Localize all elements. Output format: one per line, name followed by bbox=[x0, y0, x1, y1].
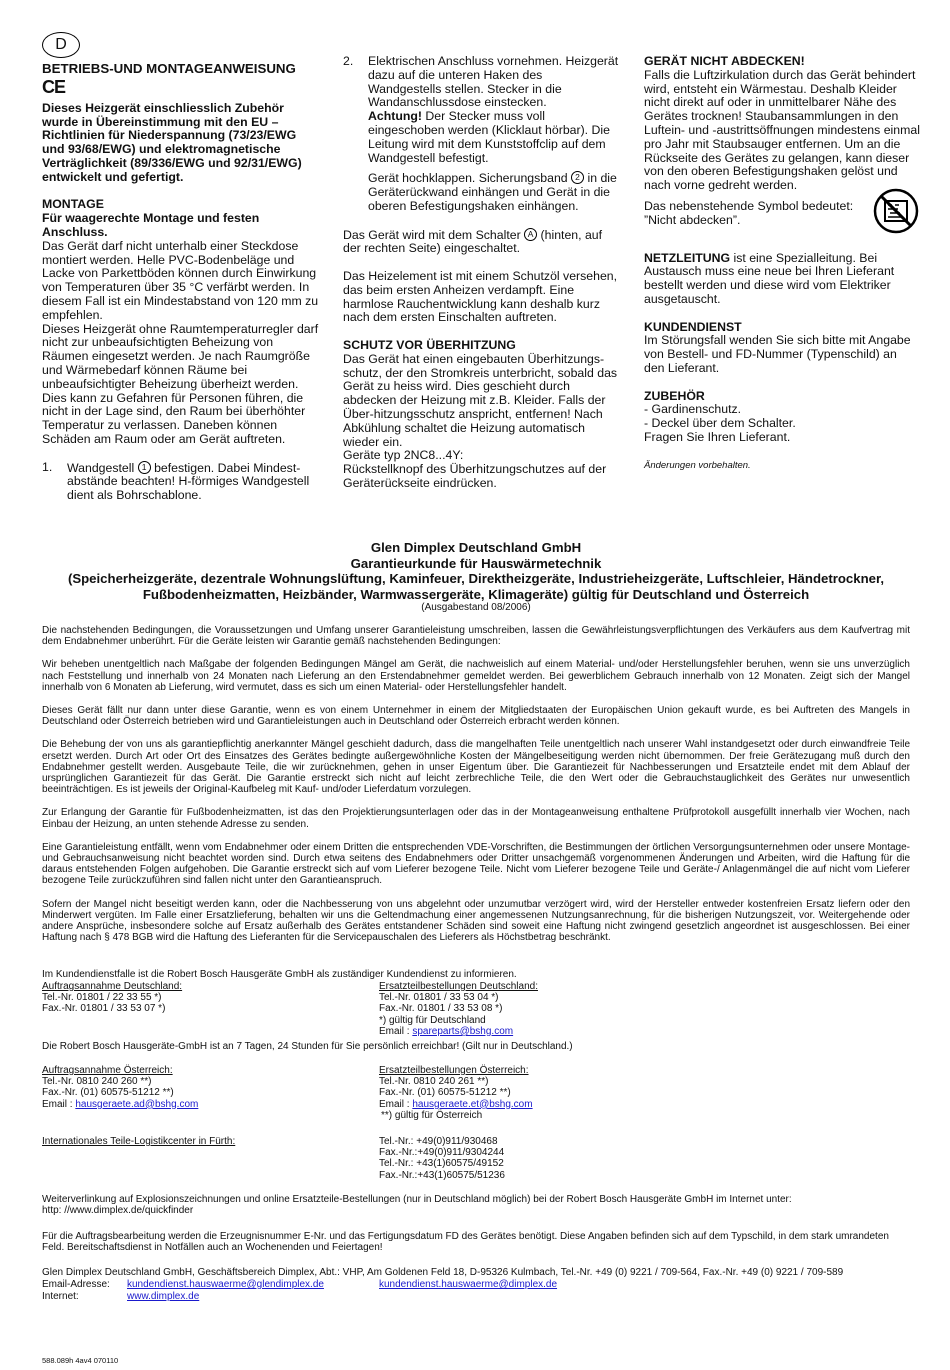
warranty-paragraph: Die Behebung der von uns als garantiepflichtig anerkannter Mängel geschieht dadurch, dass die mangelhaften Teile unentgeltlich nach unserer Wahl instandgesetzt oder durch einwandfreie Teile ersetzt werden. Durch Art oder Ort des Einsatzes des Gerätes bedingte außergewöhnliche Kosten der Mängelbeseitigung werden nicht übernommen. Der freie Gerätezugang muß durch den Endabnehmer gestellt werden. Ausgebaute Teile, die wir zurücknehmen, gehen in unser Eigentum über. Die Garantiezeit für Nachbesserungen und Ersatzteile endet mit dem Ablauf der ursprünglichen Garantiezeit für das Gerät. Die Garantie erstreckt sich nicht auf leicht zerbrechliche Teile, die den Wert oder die Gebrauchstauglichkeit des Gerätes nur unwesentlich beeinträchtigen. Es ist jeweils der Original-Kaufbeleg mit Kauf- und/oder Lieferdatum vorzulegen. bbox=[42, 739, 910, 796]
abdecken-heading: GERÄT NICHT ABDECKEN! bbox=[644, 54, 805, 68]
symbol-row bbox=[644, 200, 920, 238]
weblink-url[interactable]: http: //www.dimplex.de/quickfinder bbox=[42, 1205, 194, 1217]
de-order-block bbox=[42, 981, 362, 1015]
at-spare-heading: Ersatzteilbestellungen Österreich: bbox=[379, 1065, 529, 1076]
internet-row bbox=[42, 1291, 910, 1302]
contact-line: Tel.-Nr. 01801 / 33 53 04 *) bbox=[379, 992, 499, 1004]
de-order-heading: Auftragsannahme Deutschland: bbox=[42, 981, 183, 992]
montage-heading: MONTAGE bbox=[42, 197, 104, 212]
contact-line: Tel.-Nr.: +43(1)60575/49152 bbox=[379, 1158, 504, 1170]
circle-2-icon: 2 bbox=[571, 171, 584, 184]
contact-line: Fax.-Nr.:+43(1)60575/51236 bbox=[379, 1169, 505, 1181]
at-order-heading: Auftragsannahme Österreich: bbox=[42, 1065, 173, 1076]
contact-line: Fax.-Nr.:+49(0)911/9304244 bbox=[379, 1147, 505, 1159]
warranty-paragraph: Dieses Gerät fällt nur dann unter diese Garantie, wenn es von einem Unternehmer in einem der Mitgliedstaaten der Europäischen Union gekauft wurde, es bei Auftreten des Mangels in Deutschland oder Österreich betrieben wird und Garantieleistungen auch in Deutschland oder Österreich erbracht werden können. bbox=[42, 705, 910, 728]
netz-heading: NETZLEITUNG bbox=[644, 250, 731, 265]
at-note: **) gültig für Österreich bbox=[381, 1109, 483, 1121]
intl-block bbox=[379, 1136, 699, 1181]
email-label: Email : bbox=[42, 1098, 76, 1110]
language-badge: D bbox=[42, 32, 80, 58]
at-order-block bbox=[42, 1065, 362, 1110]
zubehoer-note: Fragen Sie Ihren Lieferant. bbox=[644, 429, 791, 444]
typ-label: Geräte typ 2NC8...4Y: bbox=[343, 448, 464, 463]
contact-line: Tel.-Nr. 01801 / 22 33 55 *) bbox=[42, 992, 162, 1004]
email-label: Email : bbox=[379, 1025, 413, 1037]
warranty-body bbox=[42, 625, 910, 955]
contact-line: *) gültig für Deutschland bbox=[379, 1014, 486, 1026]
auftrag-text: Für die Auftragsbearbeitung werden die Erzeugnisnummer E-Nr. und das Fertigungsdatum FD des Gerätes benötigt. Diese Angaben befinden sich auf dem Typschild, in dem stark umrandeten Feld. Bereitschaftsdienst in Notfällen auch an Wochenenden und Feiertagen! bbox=[42, 1231, 889, 1254]
circle-a-icon: A bbox=[524, 228, 537, 241]
at-order-email-link[interactable]: hausgeraete.ad@bshg.com bbox=[75, 1098, 199, 1110]
contact-line: Fax.-Nr. (01) 60575-51212 **) bbox=[42, 1087, 174, 1099]
column-2 bbox=[343, 55, 619, 491]
warranty-edition: (Ausgabestand 08/2006) bbox=[421, 602, 531, 613]
montage-text: Das Gerät darf nicht unterhalb einer Steckdose montiert werden. Helle PVC-Bodenbeläge und Lacke von Parkettböden können durch Einwirkung von Temperaturen über 35 °C verfärbt werden. In diesem Fall ist ein Mindestabstand von 120 mm zu empfehlen. bbox=[42, 238, 319, 322]
step-2 bbox=[343, 55, 619, 214]
step-1-number: 1. bbox=[42, 459, 53, 474]
abdecken-text: Falls die Luftzirkulation durch das Gerät behindert wird, entsteht ein Wärmestau. Deshalb Kleider nicht direkt auf oder in unmittelbarer Nähe des Gerätes trocknen! Staubansammlungen in den Luftein- und -austrittsöffnungen mindestens einmal pro Jahr mit Staubsauger entfernen. Um an die Rückseite des Gerätes zu gelangen, kann dieser von den oberen Befestigungshaken gelöst und nach vorne gedreht werden. bbox=[644, 67, 920, 193]
step-2-text-b: Gerät hochklappen. Sicherungsband bbox=[368, 171, 568, 186]
email-row bbox=[42, 1279, 910, 1290]
warranty-paragraph: Eine Garantieleistung entfällt, wenn vom Endabnehmer oder einem Dritten die entsprechenden VDE-Vorschriften, die Bestimmungen der örtlichen Versorgungsunternehmen oder unsere Montage- und Gebrauchsanweisung nicht beachtet worden sind. Durch etwa seitens des Endabnehmers oder Dritter unsachgemäß vorgenommenen Änderungen und Arbeiten, wird die Haftung für die daraus entstehenden Folgen aufgehoben. Die Garantie erstreckt sich auf vom Lieferer bezogene Teile. Nicht vom Lieferer bezogene Teile und Geräte-/ Anlagenmängel die auf nicht vom Lieferer bezogene Teile zurückzuführen sind fallen nicht unter den Garantieanspruch. bbox=[42, 841, 910, 887]
internet-link[interactable]: www.dimplex.de bbox=[127, 1291, 200, 1302]
contact-line: Tel.-Nr. 0810 240 260 **) bbox=[42, 1076, 152, 1088]
zubehoer-heading: ZUBEHÖR bbox=[644, 388, 705, 403]
document-code: 588.089h 4av4 070110 bbox=[42, 1356, 119, 1365]
zubehoer-item: - Gardinenschutz. bbox=[644, 402, 742, 417]
service-intro: Im Kundendienstfalle ist die Robert Bosch Hausgeräte GmbH als zuständiger Kundendienst zu informieren. bbox=[42, 969, 517, 980]
column-3 bbox=[644, 55, 920, 472]
contact-line: Tel.-Nr.: +49(0)911/930468 bbox=[379, 1136, 498, 1147]
intl-heading: Internationales Teile-Logistikcenter in Fürth: bbox=[42, 1136, 236, 1147]
schutz-text: Das Gerät hat einen eingebauten Überhitzungs-schutz, der den Stromkreis unterbricht, sobald das Gerät zu heiss wird. Dies geschieht durch abdecken der Heizung mit z.B. Kleider. Falls der Über-hitzungsschutz anspricht, entfernen! Nach Abkühlung schaltet die Heizung automatisch wieder ein. bbox=[343, 351, 618, 449]
warranty-scope: (Speicherheizgeräte, dezentrale Wohnungslüftung, Kaminfeuer, Direktheizgeräte, Industrieheizgeräte, Luftschleier, Händetrockner, Fußbodenheizmatten, Heizbänder, Warmwassergeräte, Klimageräte) gültig für Deutschland und Österreich bbox=[67, 571, 885, 602]
symbol-text: Das nebenstehende Symbol bedeutet: ”Nicht abdecken”. bbox=[644, 198, 854, 227]
montage-subheading: Für waagerechte Montage und festen Anschluss. bbox=[42, 211, 260, 239]
aenderung-note: Änderungen vorbehalten. bbox=[644, 459, 751, 471]
achtung-text: Der Stecker muss voll eingeschoben werden (Klicklaut hörbar). Die Leitung wird mit dem Kunststoffclip auf dem Wandgestell befestigt. bbox=[368, 109, 610, 165]
step-1-text-b: befestigen. Dabei Mindest-abstände beachten! H-förmiges Wandgestell dient als Bohrschablone. bbox=[67, 460, 310, 503]
warranty-company: Glen Dimplex Deutschland GmbH bbox=[370, 540, 582, 555]
warranty-paragraph: Wir beheben unentgeltlich nach Maßgabe der folgenden Bedingungen Mängel am Gerät, die nachweislich auf einem Material- und/oder Herstellungsfehler beruhen, wenn sie uns unverzüglich nach Feststellung und innerhalb von 24 Monaten nach Lieferung an den Erstendabnehmer gemeldet werden. Bei gewerblichem Gebrauch innerhalb von 12 Monaten. Zeigt sich der Mangel innerhalb von 6 Monaten ab Lieferung, wird vermutet, dass es sich um einen Material- oder Herstellungsfehler handelt. bbox=[42, 659, 910, 693]
step-1 bbox=[42, 461, 322, 503]
contact-line: Fax.-Nr. (01) 60575-51212 **) bbox=[379, 1087, 511, 1099]
weblink-text: Weiterverlinkung auf Explosionszeichnungen und online Ersatzteile-Bestellungen (nur in Deutschland möglich) bei der Robert Bosch Hausgeräte GmbH im Internet unter: bbox=[42, 1194, 792, 1205]
schalter-text-b: (hinten, auf der rechten Seite) eingeschaltet. bbox=[343, 227, 603, 256]
zubehoer-item: - Deckel über dem Schalter. bbox=[644, 416, 796, 431]
step-2-text: Elektrischen Anschluss vornehmen. Heizgerät dazu auf die unteren Haken des Wandgestells stellen. Stecker in die Wandanschlussdose einstecken. bbox=[368, 54, 619, 110]
email-link-1[interactable]: kundendienst.hauswaerme@glendimplex.de bbox=[127, 1279, 324, 1290]
netz-text: ist eine Spezialleitung. Bei Austausch muss eine neue bei Ihren Lieferant bestellt werden und diese wird vom Elektriker ausgetauscht. bbox=[644, 250, 895, 306]
address-text: Glen Dimplex Deutschland GmbH, Geschäftsbereich Dimplex, Abt.: VHP, Am Goldenen Feld 18, D-95326 Kulmbach, Tel.-Nr. +49 (0) 9221 / 709-564, Fax.-Nr. +49 (0) 9221 / 709-589 bbox=[42, 1267, 844, 1278]
contact-line: Tel.-Nr. 0810 240 261 **) bbox=[379, 1076, 489, 1088]
contact-line: Fax.-Nr. 01801 / 33 53 07 *) bbox=[42, 1003, 166, 1015]
document-title: BETRIEBS-UND MONTAGEANWEISUNG bbox=[42, 61, 296, 76]
de-spare-email-link[interactable]: spareparts@bshg.com bbox=[412, 1025, 514, 1037]
regler-text: Dieses Heizgerät ohne Raumtemperaturregler darf nicht zur unbeaufsichtigten Beheizung von Räumen eingesetzt werden. Je nach Raumgröße und Wärmebedarf können Räume bei unbeaufsichtigter Beheizung überheizt werden. Dies kann zu Gefahren für Personen führen, die nicht in der Lage sind, den Raum bei überhöhter Temperatur zu verlassen. Daneben können Schäden am Raum oder am Gerät auftreten. bbox=[42, 321, 319, 446]
do-not-cover-icon bbox=[873, 188, 919, 238]
email-address-label: Email-Adresse: bbox=[42, 1279, 110, 1290]
warranty-paragraph: Zur Erlangung der Garantie für Fußbodenheizmatten, ist das den Projektierungsunterlagen oder das in der Montageanweisung enthaltene Prüfprotokoll ausgefüllt innerhalb vier Wochen, nach Einbau der Heizung, an unten stehende Adresse zu senden. bbox=[42, 807, 910, 830]
kunden-heading: KUNDENDIENST bbox=[644, 319, 742, 334]
step-2-text-c: in die Geräterückwand einhängen und Gerät in die oberen Befestigungshaken einhängen. bbox=[368, 171, 617, 213]
oel-text: Das Heizelement ist mit einem Schutzöl versehen, das beim ersten Anheizen verdampft. Eine harmlose Rauchentwicklung kann deshalb kurz nach dem ersten Einschalten auftreten. bbox=[343, 268, 618, 325]
at-spare-block bbox=[379, 1065, 699, 1121]
circle-1-icon: 1 bbox=[138, 461, 151, 474]
internet-label: Internet: bbox=[42, 1291, 79, 1302]
warranty-paragraph: Die nachstehenden Bedingungen, die Voraussetzungen und Umfang unserer Garantieleistung umschreiben, lassen die Gewährleistungsverpflichtungen des Verkäufers aus dem Kaufvertrag mit dem Endabnehmer unberührt. Für die Geräte leisten wir Garantie gemäß nachstehenden Bedingungen: bbox=[42, 625, 910, 648]
at-spare-email-link[interactable]: hausgeraete.et@bshg.com bbox=[412, 1098, 533, 1110]
step-1-text-a: Wandgestell bbox=[67, 460, 135, 475]
intro-text: Dieses Heizgerät einschliesslich Zubehör wurde in Übereinstimmung mit den EU – Richtlinien für Niederspannung (73/23/EWG und 93/68/EWG) und elektromagnetische Verträglichkeit (89/336/EWG und 92/31/EWG) entwickelt und gefertigt. bbox=[42, 100, 302, 184]
typ-text: Rückstellknopf des Überhitzungschutzes auf der Geräterückseite eindrücken. bbox=[343, 462, 607, 490]
kunden-text: Im Störungsfall wenden Sie sich bitte mit Angabe von Bestell- und FD-Nummer (Typenschild) an den Lieferant. bbox=[644, 333, 911, 375]
warranty-header bbox=[40, 540, 912, 613]
warranty-paragraph: Sofern der Mangel nicht beseitigt werden kann, oder die Nachbesserung von uns abgelehnt oder unzumutbar verzögert wird, wird der Hersteller entweder kostenfreien Ersatz liefern oder den Minderwert vergüten. Im Falle einer Ersatzlieferung, behalten wir uns die Geltendmachung einer angemessenen Nutzungsanrechnung, für die bisherigen Nutzungszeit, vor. Weitergehende oder andere Ansprüche, insbesondere solche auf Ersatz außerhalb des Gerätes entstandener Schäden sind soweit eine Haftung nicht zwingend gesetzlich angeordnet ist ausgeschlossen. Bei einer Haftung nach § 478 BGB wird die Haftung des Lieferanten für die Servicepauschalen des Lieferers als Höchstbetrag beschränkt. bbox=[42, 898, 910, 944]
schalter-text-a: Das Gerät wird mit dem Schalter bbox=[343, 227, 521, 242]
email-link-2[interactable]: kundendienst.hauswaerme@dimplex.de bbox=[379, 1279, 558, 1290]
warranty-title: Garantieurkunde für Hauswärmetechnik bbox=[350, 555, 602, 571]
contact-line: Fax.-Nr. 01801 / 33 53 08 *) bbox=[379, 1003, 503, 1015]
step-2-number: 2. bbox=[343, 54, 354, 68]
schutz-heading: SCHUTZ VOR ÜBERHITZUNG bbox=[343, 337, 516, 352]
weblink-block bbox=[42, 1194, 910, 1216]
achtung-label: Achtung! bbox=[368, 109, 422, 124]
email-label: Email : bbox=[379, 1098, 413, 1110]
column-1 bbox=[42, 62, 322, 503]
ce-mark-icon: CE bbox=[42, 76, 66, 97]
availability-text: Die Robert Bosch Hausgeräte-GmbH ist an 7 Tagen, 24 Stunden für Sie persönlich erreichbar! (Gilt nur in Deutschland.) bbox=[42, 1041, 573, 1052]
de-spare-block bbox=[379, 981, 699, 1037]
de-spare-heading: Ersatzteilbestellungen Deutschland: bbox=[379, 981, 538, 992]
